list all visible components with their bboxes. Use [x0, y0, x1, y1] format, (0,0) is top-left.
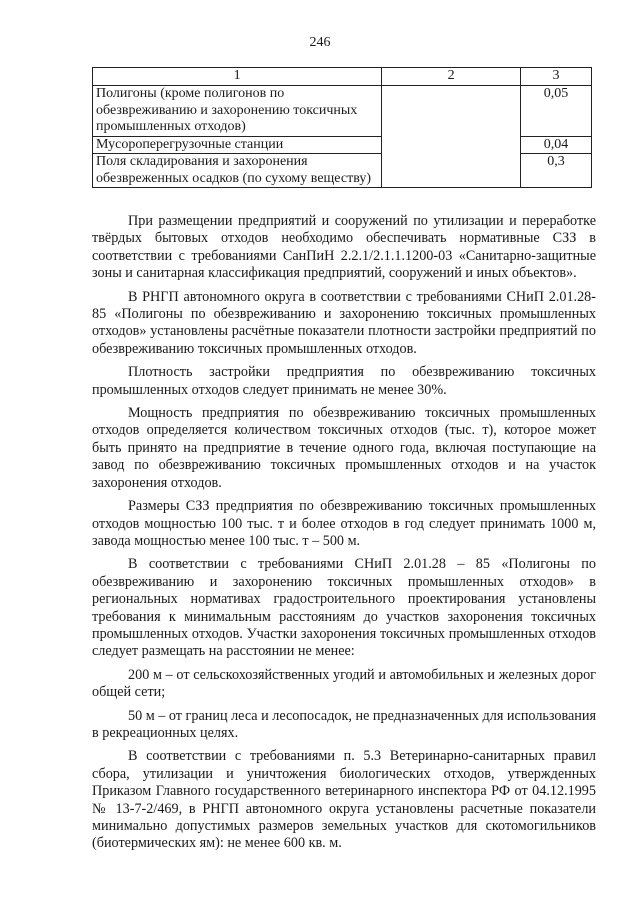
paragraph: Размеры СЗЗ предприятия по обезвреживанию токсичных промышленных отходов мощностью 100 тыс. т и более отходов в год следует принимать 1000 м, завода мощностью менее 100 тыс. т – 500 м. [92, 498, 596, 549]
paragraph: Мощность предприятия по обезвреживанию токсичных промышленных отходов определяется количеством токсичных отходов (тыс. т), которое может быть принято на предприятие в течение одного года, включая поступающие на завод по обезвреживанию токсичных промышленных отходов и на участок захоронения отходов. [92, 405, 596, 491]
paragraph: Плотность застройки предприятия по обезвреживанию токсичных промышленных отходов следует принимать не менее 30%. [92, 364, 596, 398]
body-text [92, 213, 596, 859]
paragraph: 50 м – от границ леса и лесопосадок, не предназначенных для использования в рекреационных целях. [92, 707, 597, 741]
table-cell-name: Мусороперегрузочные станции [93, 136, 382, 154]
paragraph: При размещении предприятий и сооружений по утилизации и переработке твёрдых бытовых отходов необходимо обеспечивать нормативные СЗЗ в соответствии с требованиями СанПиН 2.2.1/2.1.1.1200-03 «Санитарно-защитные зоны и санитарная классификация предприятий, сооружений и иных объектов». [92, 213, 596, 282]
paragraph: 200 м – от сельскохозяйственных угодий и автомобильных и железных дорог общей сети; [92, 666, 596, 701]
table-cell-value: 0,04 [521, 136, 592, 154]
norms-table [92, 67, 592, 188]
table-header-cell: 3 [521, 68, 592, 86]
table-row [93, 86, 592, 137]
paragraph: В РНГП автономного округа в соответствии с требованиями СНиП 2.01.28-85 «Полигоны по обезвреживанию и захоронению токсичных промышленных отходов» установлены расчётные показатели плотности застройки предприятий по обезвреживанию токсичных промышленных отходов. [92, 288, 596, 357]
table-header-cell: 2 [382, 68, 521, 86]
table-header-cell: 1 [93, 68, 382, 86]
paragraph: В соответствии с требованиями п. 5.3 Ветеринарно-санитарных правил сбора, утилизации и уничтожения биологических отходов, утвержденных Приказом Главного государственного ветеринарного инспектора РФ от 04.12.1995 № 13-7-2/469, в РНГП автономного округа установлены расчетные показатели минимально допустимых размеров земельных участков для скотомогильников (биотермических ям): не менее 600 кв. м. [92, 748, 596, 852]
table-header-row [93, 68, 592, 86]
table-cell-name: Полигоны (кроме полигонов по обезвреживанию и захоронению токсичных промышленных отходов) [93, 86, 382, 137]
table-cell-name: Поля складирования и захоронения обезвреженных осадков (по сухому веществу) [93, 154, 382, 188]
table-cell-value: 0,3 [521, 154, 592, 188]
paragraph: В соответствии с требованиями СНиП 2.01.28 – 85 «Полигоны по обезвреживанию и захоронению токсичных промышленных отходов» в региональных нормативах градостроительного проектирования установлены требования к минимальным расстояниям до участков захоронения токсичных промышленных отходов. Участки захоронения токсичных промышленных отходов следует размещать на расстоянии не менее: [92, 556, 596, 660]
page-number: 246 [309, 35, 331, 50]
table-cell-empty [382, 86, 521, 188]
table-cell-value: 0,05 [521, 86, 592, 137]
